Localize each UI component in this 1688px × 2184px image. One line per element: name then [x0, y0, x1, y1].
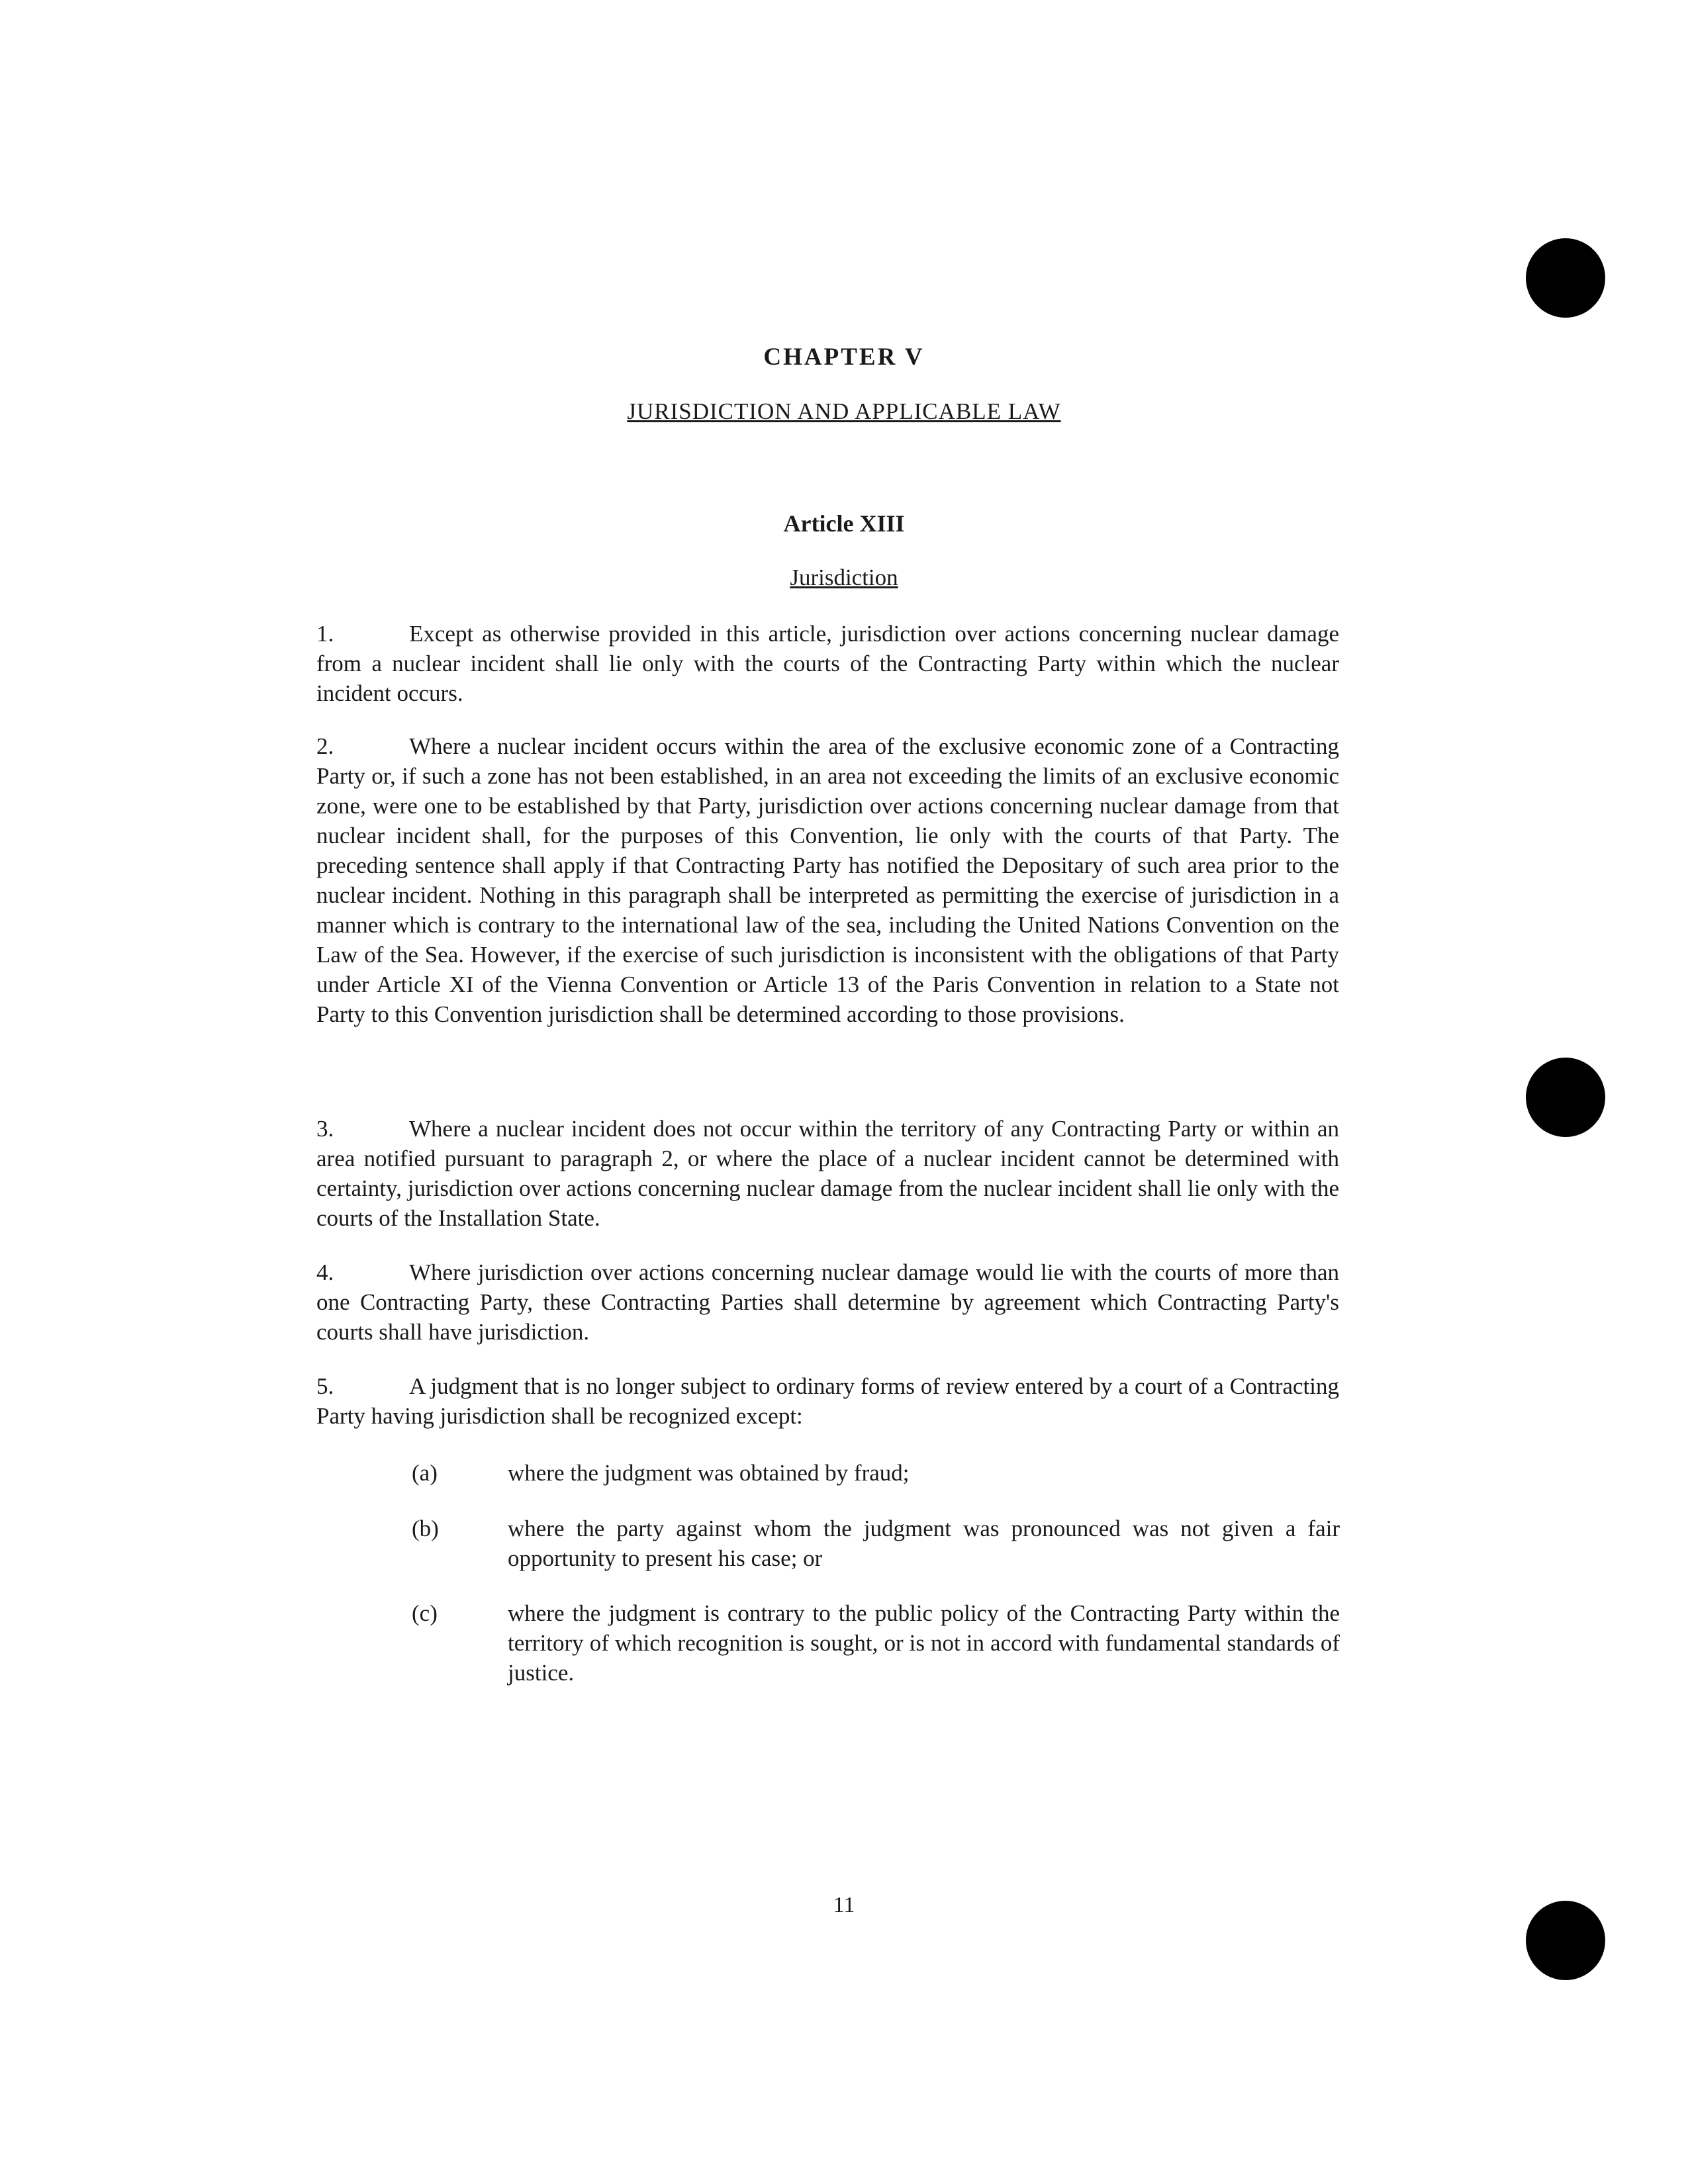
paragraph-1: [316, 619, 1339, 708]
paragraph-4: [316, 1257, 1339, 1347]
paragraph-text: Except as otherwise provided in this article, jurisdiction over actions concerning nuclear damage from a nuclear incident shall lie only with the courts of the Contracting Party within which the nuclear incident occurs.: [316, 621, 1339, 706]
punch-hole-top: [1526, 238, 1605, 318]
subitem-a: [412, 1458, 1340, 1488]
paragraph-text: A judgment that is no longer subject to ordinary forms of review entered by a court of a Contracting Party having jurisdiction shall be recognized except:: [316, 1373, 1339, 1429]
paragraph-text: Where a nuclear incident does not occur within the territory of any Contracting Party or within an area notified pursuant to paragraph 2, or where the place of a nuclear incident cannot be determined with certainty, jurisdiction over actions concerning nuclear damage from the nuclear incident shall lie only with the courts of the Installation State.: [316, 1116, 1339, 1231]
paragraph-3: [316, 1114, 1339, 1233]
subitem-text: where the judgment is contrary to the public policy of the Contracting Party within the territory of which recognition is sought, or is not in accord with fundamental standards of justice.: [508, 1600, 1340, 1686]
paragraph-number: 4.: [316, 1259, 334, 1285]
subitem-c: [412, 1598, 1340, 1688]
paragraph-number: 3.: [316, 1116, 334, 1142]
paragraph-number: 5.: [316, 1373, 334, 1399]
subitem-label: (a): [412, 1460, 438, 1486]
chapter-subtitle: JURISDICTION AND APPLICABLE LAW: [627, 398, 1061, 424]
subitem-text: where the party against whom the judgment was pronounced was not given a fair opportunity to present his case; or: [508, 1516, 1340, 1571]
paragraph-5: [316, 1371, 1339, 1431]
subitem-text: where the judgment was obtained by fraud;: [508, 1460, 910, 1486]
paragraph-number: 2.: [316, 733, 334, 759]
subitem-b: [412, 1514, 1340, 1573]
chapter-title: CHAPTER V: [763, 343, 925, 371]
subitem-label: (c): [412, 1600, 438, 1626]
page-number: 11: [833, 1893, 855, 1917]
paragraph-number: 1.: [316, 621, 334, 647]
subitem-label: (b): [412, 1516, 439, 1541]
article-subtitle: Jurisdiction: [790, 565, 898, 590]
punch-hole-middle: [1526, 1058, 1605, 1137]
paragraph-text: Where a nuclear incident occurs within the area of the exclusive economic zone of a Contracting Party or, if such a zone has not been established, in an area not exceeding the limits of an exclusive economic zone, were one to be established by that Party, jurisdiction over actions concerning nuclear damage from that nuclear incident shall, for the purposes of this Convention, lie only with the courts of that Party. The preceding sentence shall apply if that Contracting Party has notified the Depositary of such area prior to the nuclear incident. Nothing in this paragraph shall be interpreted as permitting the exercise of jurisdiction in a manner which is contrary to the international law of the sea, including the United Nations Convention on the Law of the Sea. However, if the exercise of such jurisdiction is inconsistent with the obligations of that Party under Article XI of the Vienna Convention or Article 13 of the Paris Convention in relation to a State not Party to this Convention jurisdiction shall be determined according to those provisions.: [316, 733, 1339, 1027]
article-title: Article XIII: [783, 510, 905, 537]
paragraph-2: [316, 731, 1339, 1029]
paragraph-text: Where jurisdiction over actions concerning nuclear damage would lie with the courts of more than one Contracting Party, these Contracting Parties shall determine by agreement which Contracting Party's courts shall have jurisdiction.: [316, 1259, 1339, 1345]
